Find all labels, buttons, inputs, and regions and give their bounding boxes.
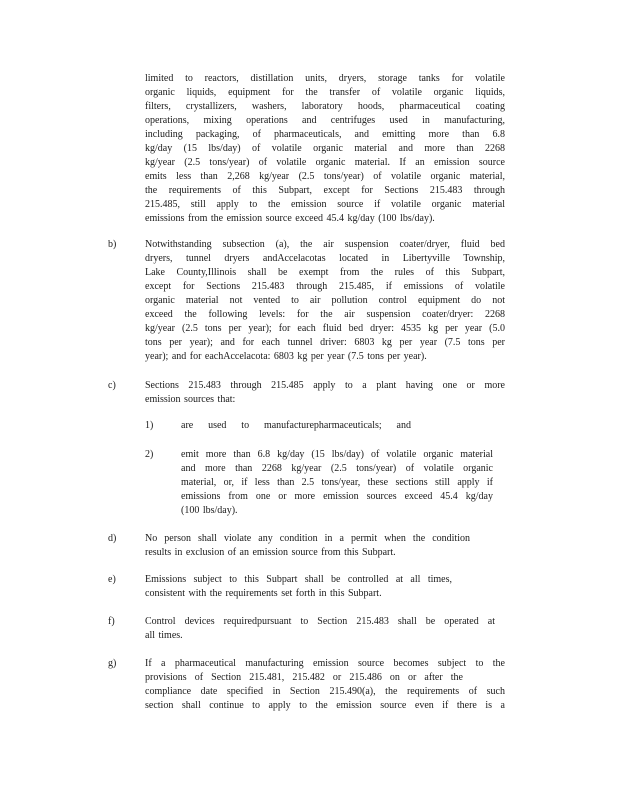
text-line: Lake County,Illinois shall be exempt from the rules of this Subpart, [145,267,505,278]
section-c-item-2-text [181,448,493,518]
text-line: filters, crystallizers, washers, laboratory hoods, pharmaceutical coating [145,101,505,112]
text-line: organic liquids, equipment for the transfer of volatile organic liquids, [145,87,505,98]
section-c-item-2-label: 2) [145,449,154,460]
text-line: material, or, if less than 2.5 tons/year, these sections still apply if [181,477,493,488]
text-line: year); and for eachAccelacota: 6803 kg per year (7.5 tons per year). [145,351,427,362]
section-b-label: b) [108,239,117,250]
text-line: Emissions subject to this Subpart shall be controlled at all times, [145,574,452,585]
text-line: kg/year (2.5 tons/year) of volatile organic material. If an emission source [145,157,505,168]
section-c-text [145,379,505,407]
text-line: emission sources that: [145,394,236,405]
text-line: emit more than 6.8 kg/day (15 lbs/day) of volatile organic material [181,449,493,460]
section-a-continuation [145,72,505,226]
text-line: including packaging, of pharmaceuticals, and emitting more than 6.8 [145,129,505,140]
text-line: and more than 2268 kg/year (2.5 tons/year) of volatile organic [181,463,493,474]
text-line: are used to manufacturepharmaceuticals; and [181,420,411,431]
section-g-text [145,657,505,713]
text-line: results in exclusion of an emission source from this Subpart. [145,547,396,558]
text-line: emissions from one or more emission sources exceed 45.4 kg/day [181,491,493,502]
text-line: compliance date specified in Section 215.490(a), the requirements of such [145,686,505,697]
text-line: operations, mixing operations and centrifuges used in manufacturing, [145,115,505,126]
section-d-label: d) [108,533,117,544]
text-line: all times. [145,630,183,641]
section-f-text [145,615,495,643]
section-e-text [145,573,452,601]
text-line: provisions of Section 215.481, 215.482 or 215.486 on or after the [145,672,463,683]
text-line: emissions from the emission source exceed 45.4 kg/day (100 lbs/day). [145,213,435,224]
text-line: except for Sections 215.483 through 215.485, if emissions of volatile [145,281,505,292]
text-line: If a pharmaceutical manufacturing emission source becomes subject to the [145,658,505,669]
text-line: kg/day (15 lbs/day) of volatile organic material and more than 2268 [145,143,505,154]
section-c-item-1-text [181,419,411,433]
text-line: dryers, tunnel dryers andAccelacotas located in Libertyville Township, [145,253,505,264]
text-line: Notwithstanding subsection (a), the air suspension coater/dryer, fluid bed [145,239,505,250]
text-line: organic material not vented to air pollution control equipment do not [145,295,505,306]
text-line: the requirements of this Subpart, except for Sections 215.483 through [145,185,505,196]
section-c-item-1-label: 1) [145,420,154,431]
text-line: No person shall violate any condition in a permit when the condition [145,533,470,544]
text-line: limited to reactors, distillation units, dryers, storage tanks for volatile [145,73,505,84]
text-line: tons per year); and for each tunnel driver: 6803 kg per year (7.5 tons per [145,337,505,348]
text-line: emits less than 2,268 kg/year (2.5 tons/year) of volatile organic material, [145,171,505,182]
section-d-text [145,532,470,560]
section-c-label: c) [108,380,116,391]
text-line: section shall continue to apply to the emission source even if there is a [145,700,505,711]
section-f-label: f) [108,616,115,627]
text-line: Sections 215.483 through 215.485 apply to a plant having one or more [145,380,505,391]
text-line: 215.485, still apply to the emission source if volatile organic material [145,199,505,210]
section-b-text [145,238,505,364]
section-g-label: g) [108,658,117,669]
section-e-label: e) [108,574,116,585]
text-line: (100 lbs/day). [181,505,238,516]
text-line: Control devices requiredpursuant to Section 215.483 shall be operated at [145,616,495,627]
text-line: consistent with the requirements set forth in this Subpart. [145,588,382,599]
text-line: exceed the following levels: for the air suspension coater/dryer: 2268 [145,309,505,320]
text-line: kg/year (2.5 tons per year); for each fluid bed dryer: 4535 kg per year (5.0 [145,323,505,334]
